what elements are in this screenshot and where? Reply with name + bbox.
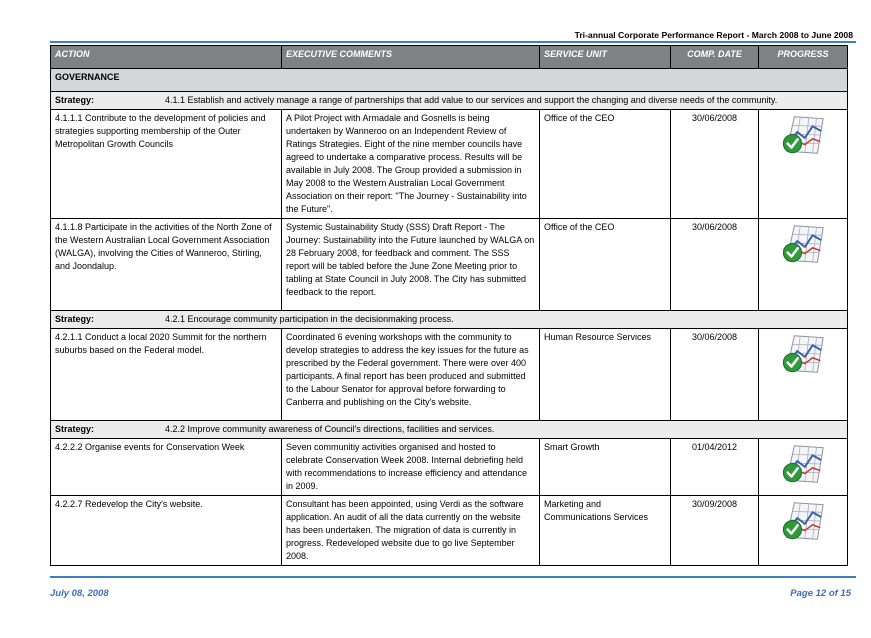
comments-cell: Systemic Sustainability Study (SSS) Draft Report - The Journey: Sustainability into the Future launched by WALGA on 28 February 2008, for feedback and comment. The SSS report will be tabled before the June Zone Meeting prior to tabling at State Council in July 2008. The City has submitted feedback to the report. <box>282 219 540 311</box>
table-header-row <box>51 46 848 69</box>
comments-cell: A Pilot Project with Armadale and Gosnells is being undertaken by Wanneroo on an Independent Review of Ratings Strategies. Eight of the nine member councils have agreed to undertake a comparative process. Results will be available in July 2008. The Group provided a submission in May 2008 to the Western Australian Local Government Association on their report: "The Journey - Sustainability into the Future". <box>282 110 540 219</box>
column-header-comp-date: COMP. DATE <box>671 46 759 69</box>
service-unit-cell: Office of the CEO <box>540 110 671 219</box>
chart-check-icon <box>779 112 827 156</box>
progress-cell <box>759 110 848 219</box>
table-row <box>51 110 848 219</box>
comp-date-cell: 01/04/2012 <box>671 439 759 496</box>
footer-page-number: Page 12 of 15 <box>790 588 851 599</box>
chart-check-icon <box>779 221 827 265</box>
column-header-comments: EXECUTIVE COMMENTS <box>282 46 540 69</box>
comp-date-cell: 30/06/2008 <box>671 329 759 421</box>
strategy-cell <box>51 92 848 110</box>
action-cell: 4.2.2.2 Organise events for Conservation Week <box>51 439 282 496</box>
service-unit-cell: Smart Growth <box>540 439 671 496</box>
column-header-service-unit: SERVICE UNIT <box>540 46 671 69</box>
strategy-text: 4.1.1 Establish and actively manage a range of partnerships that add value to our services and support the changing and diverse needs of the community. <box>165 95 778 105</box>
service-unit-cell: Office of the CEO <box>540 219 671 311</box>
footer-date: July 08, 2008 <box>50 588 109 599</box>
progress-cell <box>759 496 848 566</box>
comp-date-cell: 30/06/2008 <box>671 110 759 219</box>
action-cell: 4.2.1.1 Conduct a local 2020 Summit for the northern suburbs based on the Federal model. <box>51 329 282 421</box>
strategy-label: Strategy: <box>55 314 95 324</box>
chart-check-icon <box>779 498 827 542</box>
header-divider <box>50 41 856 43</box>
column-header-progress: PROGRESS <box>759 46 848 69</box>
comments-cell: Consultant has been appointed, using Verdi as the software application. An audit of all the data currently on the website has been undertaken. The migration of data is currently in progress. Redeveloped website due to go live September 2008. <box>282 496 540 566</box>
report-title: Tri-annual Corporate Performance Report - March 2008 to June 2008 <box>574 30 853 40</box>
strategy-cell <box>51 421 848 439</box>
progress-cell <box>759 329 848 421</box>
action-cell: 4.1.1.1 Contribute to the development of policies and strategies supporting membership of the Outer Metropolitan Growth Councils <box>51 110 282 219</box>
footer-divider <box>50 576 856 578</box>
strategy-text: 4.2.2 Improve community awareness of Council's directions, facilities and services. <box>165 424 495 434</box>
table-row <box>51 439 848 496</box>
progress-cell <box>759 439 848 496</box>
column-header-action: ACTION <box>51 46 282 69</box>
strategy-label: Strategy: <box>55 95 95 105</box>
table-row <box>51 329 848 421</box>
table-row <box>51 496 848 566</box>
comments-cell: Coordinated 6 evening workshops with the community to develop strategies to address the key issues for the future as prescribed by the Federal government. There were over 400 participants. A final report has been produced and submitted to the Labour Senator for approval before forwarding to Canberra and publishing on the City's website. <box>282 329 540 421</box>
strategy-row <box>51 92 848 110</box>
chart-check-icon <box>779 331 827 375</box>
section-title: GOVERNANCE <box>51 69 848 92</box>
action-cell: 4.2.2.7 Redevelop the City's website. <box>51 496 282 566</box>
chart-check-icon <box>779 441 827 485</box>
strategy-row <box>51 311 848 329</box>
section-row <box>51 69 848 92</box>
strategy-text: 4.2.1 Encourage community participation in the decisionmaking process. <box>165 314 454 324</box>
comments-cell: Seven communitiy activities organised and hosted to celebrate Conservation Week 2008. Internal debriefing held with recommendations to increase efficiency and attendance in 2009. <box>282 439 540 496</box>
progress-cell <box>759 219 848 311</box>
strategy-label: Strategy: <box>55 424 95 434</box>
table-row <box>51 219 848 311</box>
performance-table <box>50 45 848 566</box>
comp-date-cell: 30/06/2008 <box>671 219 759 311</box>
service-unit-cell: Human Resource Services <box>540 329 671 421</box>
action-cell: 4.1.1.8 Participate in the activities of the North Zone of the Western Australian Local Government Association (WALGA), involving the Cities of Wanneroo, Stirling, and Joondalup. <box>51 219 282 311</box>
strategy-row <box>51 421 848 439</box>
strategy-cell <box>51 311 848 329</box>
comp-date-cell: 30/09/2008 <box>671 496 759 566</box>
service-unit-cell: Marketing and Communications Services <box>540 496 671 566</box>
